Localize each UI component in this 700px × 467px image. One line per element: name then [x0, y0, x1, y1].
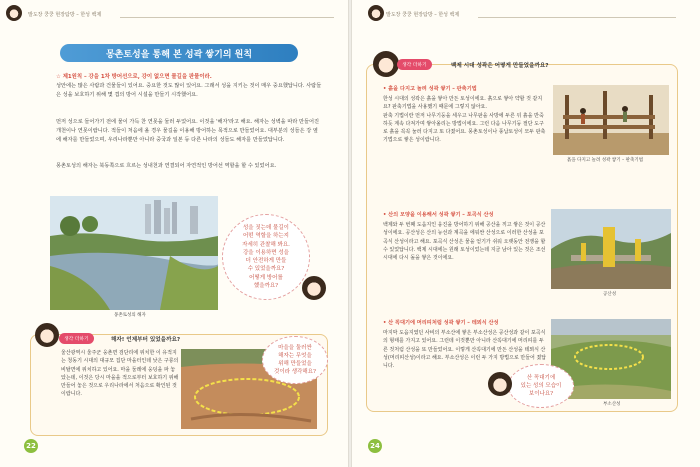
box-thought-bubble: 마을을 둘러싼 해자는 무엇을 위해 만들었을 것이라 생각해요?: [262, 336, 328, 384]
think-more-box: [366, 64, 678, 412]
caption-rammed-earth: 흙을 다지고 놀려 성곽 쌓기 – 판축기법: [567, 158, 644, 163]
girl-mascot-icon: [368, 5, 384, 21]
item-heading-rammed-earth: • 흙을 다지고 놀려 성곽 쌓기 – 판축기법: [383, 86, 477, 92]
page-number: 22: [24, 439, 38, 453]
left-page: [0, 0, 348, 467]
page-header: [352, 8, 700, 22]
header-text: 발도장 쿵쿵 현장탐방 – 한성 백제: [28, 12, 102, 18]
caption-gongsanseong: 공산성: [603, 292, 617, 297]
box-text: 울산광역시 울주군 웅촌면 검단리에 위치한 이 유적지는 청동기 시대의 대규모 집단 마을터인데 낮은 구릉의 비탈면에 위치하고 있어요. 마을 둘레에 웅덩을 파 놓았는데, 이것은 당시 마을을 적으로부터 보호하기 위해 만들어 놓은 것으로 우리나라에서 처음으로 확인된 것이랍니다.: [61, 350, 179, 398]
caption-busosanseong: 부소산성: [603, 402, 621, 407]
rammed-earth-photo: [553, 85, 669, 155]
header-rule: [120, 17, 334, 18]
paragraph-2: 먼저 성으로 들어가기 전에 물이 가득 찬 연못을 둘러 두었어요. 이것을 '해자'라고 해요. 해자는 성벽을 따라 만들어진 개천이나 연못이랍니다. 적들이 처음에 올 경우 물길을 이용해 방어하는 목적으로 만들었어요. 대부분의 성들은 강 옆에 해자를 만들었으며, 우리나라뿐만 아니라 중국과 일본 등 다른 나라의 성들도 해자를 만들었답니다.: [56, 119, 320, 143]
page-header: [0, 8, 348, 22]
rule-heading: ☆ 제1원칙 – 강을 1차 방어선으로, 강이 없으면 물길을 판물이라.: [56, 74, 212, 80]
box-question: 백제 시대 성곽은 어떻게 만들었을까요?: [451, 63, 549, 69]
item-text-mountaintop-fortress: 마지막 도읍지였던 사비의 부소산에 쌓은 부소산성은 공산성과 같이 포곡식의 형태를 가지고 있어요. 그런데 이것뿐만 아니라 산꼭대기에 머리띠를 두른 것처럼 산성을 또 만들었어요. 이렇게 산꼭대기에 만든 산성을 테뫼식 산성(머리띠산성)이라고 해요. 부소산성은 이런 두 가지 방법으로 만들어 졌답니다.: [383, 330, 547, 370]
photo-caption: 몽촌토성의 해자: [114, 313, 146, 318]
girl-mascot-icon: [6, 5, 22, 21]
thought-bubble: 성을 짓는데 물길이 어떤 역할을 하는지 자세히 관찰해 봐요. 강을 이용하면 성을 더 안전하게 만들 수 있었을까요? 어떻게 방어를 했을까요?: [222, 214, 310, 300]
paragraph-3: 몽촌토성의 해자는 북동쪽으로 흐르는 성내천과 연결되어 자연적인 방어선 역할을 할 수 있었어요.: [56, 163, 277, 169]
header-rule: [478, 17, 676, 18]
paragraph-1: 성안에는 많은 사람과 건물들이 있어요. 중요한 것도 많이 있어요. 그래서 성을 지키는 것이 매우 중요했답니다. 사람들은 성을 보호하기 위해 몇 겹의 방어 시설을 만들기 시작했어요.: [56, 83, 322, 98]
right-page: [352, 0, 700, 467]
item-text-valley-fortress: 백제와 두 번째 도읍지인 웅진을 방어하기 위해 공산을 끼고 쌓은 것이 공산성이에요. 공산성은 산의 능선과 계곡을 에워싼 산성으로 이러한 산성을 포곡식 산성이라고 해요. 포곡식 산성은 물을 얻기가 쉬워 오랫동안 전쟁을 할 수 있었답니다. 백제 시대에는 원래 토성이었는데 지금 남아 있는 것은 조선 시대에 다시 돌을 쌓은 것이에요.: [383, 222, 546, 262]
girl-thinking-icon: [488, 372, 512, 396]
item-text-rammed-earth: 한성 시대의 성곽은 흙을 쌓아 만든 토성이에요. 흙으로 쌓아 약할 것 같지요? 판축기법을 사용했기 때문에 그렇지 않아요. 판축 기법이란 먼저 나무기둥을 세우고 나무판을 사방에 두른 뒤 흙을 반죽하듯 계속 다져가며 쌓아올리는 방법이에요. 그런 다음 나무기둥 절단 도구로 흙을 꼭꼭 눌러 다지고 또 다졌어요. 몽촌토성이나 풍납토성이 모두 판축기법으로 쌓은 성이랍니다.: [383, 96, 546, 144]
think-more-tag: 생각 더하기: [59, 333, 94, 344]
header-text: 발도장 쿵쿵 현장탐방 – 한성 백제: [386, 12, 460, 18]
box-question: 해자! 언제부터 있었을까요?: [111, 337, 181, 343]
girl-mascot-icon: [35, 323, 59, 347]
section-title: 몽촌토성을 통해 본 성곽 쌓기의 원칙: [60, 44, 298, 62]
girl-thinking-icon: [302, 276, 326, 300]
moat-photo: [50, 196, 218, 310]
item-heading-mountaintop-fortress: • 산 꼭대기에 머리띠처럼 성곽 쌓기 – 테뫼식 산성: [383, 320, 499, 326]
page-number: 24: [368, 439, 382, 453]
think-more-tag: 생각 더하기: [397, 59, 432, 70]
girl-mascot-icon: [373, 51, 399, 77]
gongsanseong-photo: [551, 209, 671, 289]
thought-bubble: 산 꼭대기에 있는 성의 모습이 보이나요?: [508, 364, 574, 408]
item-heading-valley-fortress: • 산의 모양을 이용해서 성곽 쌓기 – 포곡식 산성: [383, 212, 494, 218]
